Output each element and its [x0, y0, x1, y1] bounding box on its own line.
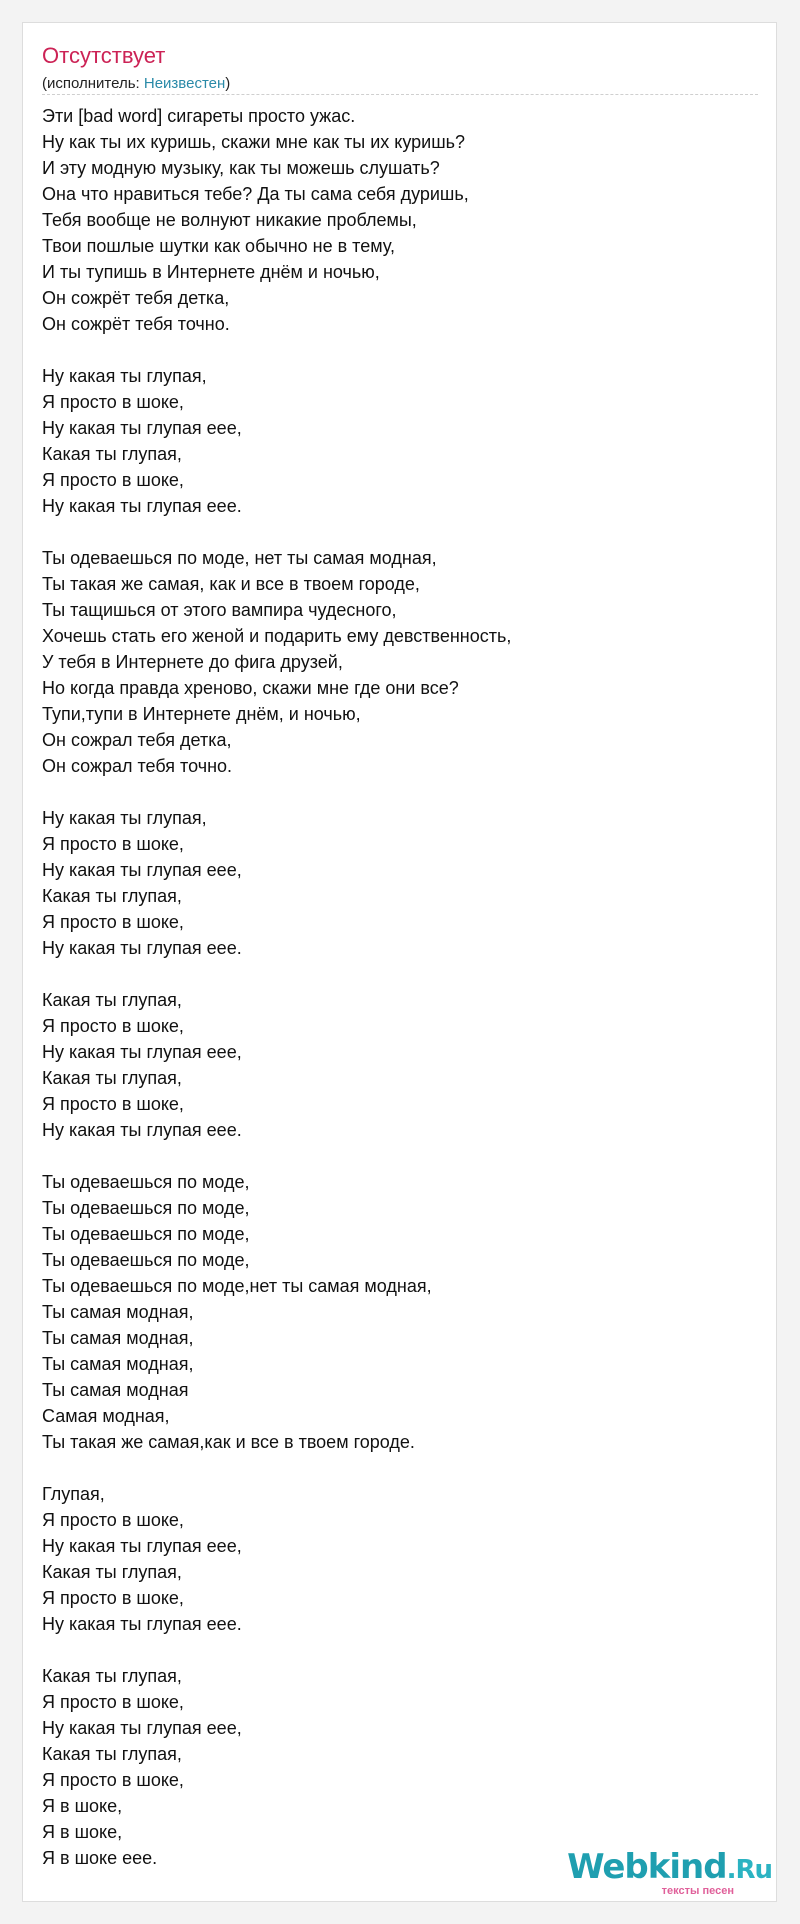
lyric-line: Он сожрёт тебя детка, [42, 288, 230, 308]
lyric-line: Тебя вообще не волнуют никакие проблемы, [42, 210, 417, 230]
lyric-line: Ты одеваешься по моде,нет ты самая модная, [42, 1276, 432, 1296]
lyric-line: Твои пошлые шутки как обычно не в тему, [42, 236, 395, 256]
lyric-line: Ты самая модная, [42, 1354, 194, 1374]
lyric-line: Он сожрал тебя детка, [42, 730, 232, 750]
lyric-line: Ну какая ты глупая еее. [42, 1120, 242, 1140]
lyric-line: Ну какая ты глупая еее, [42, 1718, 242, 1738]
lyric-line: Ну какая ты глупая еее, [42, 1042, 242, 1062]
lyric-line: Ну как ты их куришь, скажи мне как ты их куришь? [42, 132, 466, 152]
lyric-line: Ты одеваешься по моде, [42, 1172, 250, 1192]
lyric-line: Хочешь стать его женой и подарить ему девственность, [42, 626, 512, 646]
lyric-line: Ну какая ты глупая еее, [42, 418, 242, 438]
lyric-line: Какая ты глупая, [42, 1744, 182, 1764]
lyrics-stanza [42, 805, 758, 961]
lyric-line: Самая модная, [42, 1406, 170, 1426]
lyric-line: Какая ты глупая, [42, 990, 182, 1010]
lyric-line: Ты одеваешься по моде, [42, 1224, 250, 1244]
lyric-line: И ты тупишь в Интернете днём и ночью, [42, 262, 380, 282]
artist-suffix: ) [225, 75, 231, 92]
artist-link[interactable]: Неизвестен [143, 75, 226, 92]
lyric-line: Какая ты глупая, [42, 444, 182, 464]
lyric-line: Он сожрёт тебя точно. [42, 314, 230, 334]
lyric-line: Глупая, [42, 1484, 105, 1504]
lyric-line: Но когда правда хреново, скажи мне где они все? [42, 678, 459, 698]
artist-prefix: (исполнитель: [42, 75, 144, 92]
webkind-logo[interactable] [567, 1847, 772, 1897]
lyric-line: Он сожрал тебя точно. [42, 756, 233, 776]
lyric-line: У тебя в Интернете до фига друзей, [42, 652, 343, 672]
lyric-line: Ну какая ты глупая еее. [42, 938, 242, 958]
lyric-line: Я просто в шоке, [42, 1770, 184, 1790]
lyric-line: Какая ты глупая, [42, 1562, 182, 1582]
lyric-line: Тупи,тупи в Интернете днём, и ночью, [42, 704, 361, 724]
lyric-line: Ты такая же самая, как и все в твоем городе, [42, 574, 420, 594]
lyric-line: Ты самая модная, [42, 1328, 194, 1348]
lyrics-card [22, 22, 777, 1902]
lyric-line: Я в шоке еее. [42, 1848, 158, 1868]
lyric-line: Какая ты глупая, [42, 1666, 182, 1686]
logo-main-text: Webkind [567, 1847, 727, 1887]
lyric-line: Ты тащишься от этого вампира чудесного, [42, 600, 397, 620]
lyric-line: Я просто в шоке, [42, 1094, 184, 1114]
artist-line [42, 75, 230, 92]
lyrics-stanza [42, 103, 758, 337]
lyric-line: Она что нравиться тебе? Да ты сама себя дуришь, [42, 184, 469, 204]
lyric-line: Ты одеваешься по моде, [42, 1250, 250, 1270]
lyrics-stanza [42, 1169, 758, 1455]
lyric-line: Ну какая ты глупая еее, [42, 1536, 242, 1556]
logo-tld: .Ru [726, 1855, 772, 1885]
lyric-line: Какая ты глупая, [42, 886, 182, 906]
lyric-line: Я просто в шоке, [42, 834, 184, 854]
lyric-line: Ну какая ты глупая еее. [42, 1614, 242, 1634]
lyric-line: Какая ты глупая, [42, 1068, 182, 1088]
lyric-line: Ну какая ты глупая, [42, 808, 207, 828]
lyric-line: Ты самая модная, [42, 1302, 194, 1322]
lyrics-stanza [42, 1663, 758, 1871]
lyric-line: Я просто в шоке, [42, 392, 184, 412]
lyric-line: И эту модную музыку, как ты можешь слушать? [42, 158, 440, 178]
lyric-line: Эти [bad word] сигареты просто ужас. [42, 106, 356, 126]
lyric-line: Ну какая ты глупая еее, [42, 860, 242, 880]
lyrics-stanza [42, 987, 758, 1143]
lyrics-stanza [42, 545, 758, 779]
lyric-line: Ты такая же самая,как и все в твоем городе. [42, 1432, 415, 1452]
lyric-line: Я просто в шоке, [42, 1588, 184, 1608]
logo-wordmark [567, 1847, 772, 1887]
lyric-line: Я в шоке, [42, 1796, 123, 1816]
logo-tagline: тексты песен [661, 1885, 734, 1897]
dashed-divider [42, 94, 758, 95]
lyric-line: Я просто в шоке, [42, 470, 184, 490]
lyric-line: Я просто в шоке, [42, 1016, 184, 1036]
lyrics-stanza [42, 363, 758, 519]
song-title: Отсутствует [42, 43, 166, 68]
lyric-line: Ну какая ты глупая, [42, 366, 207, 386]
lyric-line: Я просто в шоке, [42, 1692, 184, 1712]
lyric-line: Я просто в шоке, [42, 912, 184, 932]
lyric-line: Я в шоке, [42, 1822, 123, 1842]
lyric-line: Ты одеваешься по моде, [42, 1198, 250, 1218]
lyrics-stanza [42, 1481, 758, 1637]
lyric-line: Ты одеваешься по моде, нет ты самая модная, [42, 548, 437, 568]
lyric-line: Ты самая модная [42, 1380, 189, 1400]
lyrics-text [42, 103, 758, 1897]
lyric-line: Я просто в шоке, [42, 1510, 184, 1530]
lyric-line: Ну какая ты глупая еее. [42, 496, 242, 516]
